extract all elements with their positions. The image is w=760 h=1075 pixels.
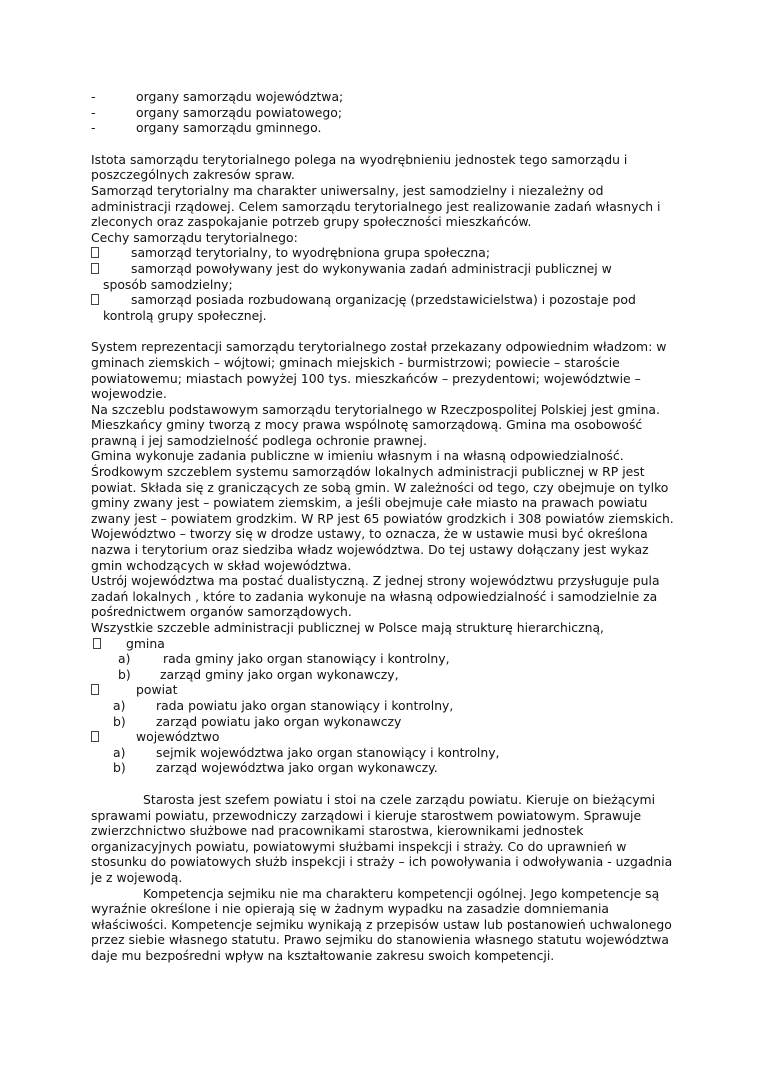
list-item	[91, 261, 683, 277]
bullet-box-icon	[91, 731, 99, 742]
bullet-box-icon	[93, 638, 101, 649]
list-item	[91, 714, 683, 730]
paragraph: Gmina wykonuje zadania publiczne w imieniu własnym i na własną odpowiedzialność.	[91, 448, 624, 464]
list-marker: b)	[118, 666, 131, 682]
paragraph: Kompetencja sejmiku nie ma charakteru kompetencji ogólnej. Jego kompetencje są wyraźnie określone i nie opierają się w żadnym wypadku na zasadzie domniemania właściwości. Kompetencje sejmiku wynikają z przepisów ustaw lub postanowień uchwalonego przez siebie własnego statutu. Prawo sejmiku do stanowienia własnego statutu województwa daje mu bezpośredni wpływ na kształtowanie zakresu swoich kompetencji.	[91, 885, 672, 963]
list-item-text: zarząd województwa jako organ wykonawczy.	[156, 760, 438, 776]
dash-marker: -	[91, 104, 96, 120]
bullet-box-icon	[91, 247, 99, 258]
paragraph: Wszystkie szczeble administracji publicznej w Polsce mają strukturę hierarchiczną,	[91, 620, 604, 635]
list-marker: b)	[113, 713, 126, 729]
list-item	[91, 760, 683, 776]
hierarchy-level-label: województwo	[136, 729, 220, 745]
dash-marker: -	[91, 120, 96, 136]
hierarchy-level-label: gmina	[126, 635, 165, 651]
paragraph: Istota samorządu terytorialnego polega na wyodrębnieniu jednostek tego samorządu i poszczególnych zakresów spraw.	[91, 151, 628, 183]
bullet-box-icon	[91, 294, 99, 305]
bullet-box-icon	[91, 684, 99, 695]
paragraph: Cechy samorządu terytorialnego:	[91, 229, 298, 245]
hierarchy-list	[91, 636, 683, 776]
hierarchy-level-label: powiat	[136, 682, 178, 698]
list-item	[91, 682, 683, 698]
list-item	[91, 120, 683, 136]
list-item-text: samorząd posiada rozbudowaną organizację (przedstawicielstwa) i pozostaje pod	[131, 292, 636, 308]
list-marker: a)	[113, 744, 126, 760]
list-item	[91, 651, 683, 667]
paragraph: Ustrój województwa ma postać dualistyczną. Z jednej strony województwu przysługuje pula zadań lokalnych , które to zadania wykonuje na własną odpowiedzialność i samodzielnie za pośrednictwem organów samorządowych.	[91, 573, 660, 620]
document-page	[91, 89, 683, 963]
organs-list	[91, 89, 683, 136]
paragraph: Środkowym szczeblem systemu samorządów lokalnych administracji publicznej w RP jest powiat. Składa się z graniczących ze sobą gmin. W zależności od tego, czy obejmuje on tylko gminy zwany jest – powiatem ziemskim, a jeśli obejmuje całe miasto na prawach powiatu zwany jest – powiatem grodzkim. W RP jest 65 powiatów grodzkich i 308 powiatów ziemskich.	[91, 464, 674, 526]
list-item-continuation: sposób samodzielny;	[103, 276, 233, 292]
paragraph: Starosta jest szefem powiatu i stoi na czele zarządu powiatu. Kieruje on bieżącymi sprawami powiatu, przewodniczy zarządowi i kieruje starostwem powiatowym. Sprawuje zwierzchnictwo służbowe nad pracownikami starostwa, kierownikami jednostek organizacyjnych powiatu, powiatowymi służbami inspekcji i straży. Co do uprawnień w stosunku do powiatowych służb inspekcji i straży – ich powoływania i odwoływania - uzgadnia je z wojewodą.	[91, 791, 673, 885]
list-item-text: organy samorządu powiatowego;	[136, 104, 343, 120]
list-marker: a)	[113, 697, 126, 713]
list-item-text: zarząd powiatu jako organ wykonawczy	[156, 713, 402, 729]
list-marker: b)	[113, 760, 126, 776]
list-item	[91, 105, 683, 121]
list-item-continuation: kontrolą grupy społecznej.	[103, 307, 267, 323]
list-item	[91, 636, 683, 652]
list-item	[91, 698, 683, 714]
list-item-text: samorząd powoływany jest do wykonywania zadań administracji publicznej w	[131, 260, 612, 276]
bullet-box-icon	[91, 263, 99, 274]
list-item	[91, 89, 683, 105]
paragraph: System reprezentacji samorządu terytorialnego został przekazany odpowiednim władzom: w gminach ziemskich – wójtowi; gminach miejskich - burmistrzowi; powiecie – staroście powiatowemu; miastach powyżej 100 tys. mieszkańców – prezydentowi; województwie – wojewodzie.	[91, 339, 667, 402]
list-marker: a)	[118, 651, 131, 667]
paragraph: Samorząd terytorialny ma charakter uniwersalny, jest samodzielny i niezależny od administracji rządowej. Celem samorządu terytorialnego jest realizowanie zadań własnych i zleconych oraz zaspokajanie potrzeb grupy społeczności mieszkańców.	[91, 182, 661, 230]
dash-marker: -	[91, 89, 96, 104]
list-item-text: organy samorządu województwa;	[136, 89, 344, 104]
list-item	[91, 292, 683, 308]
list-item	[91, 245, 683, 261]
list-item	[91, 729, 683, 745]
list-item	[91, 745, 683, 761]
list-item-text: organy samorządu gminnego.	[136, 120, 322, 136]
list-item-text: sejmik województwa jako organ stanowiący i kontrolny,	[156, 744, 500, 760]
list-item-text: samorząd terytorialny, to wyodrębniona grupa społeczna;	[131, 245, 491, 261]
list-item	[91, 667, 683, 683]
features-list	[91, 245, 683, 323]
list-item-text: rada gminy jako organ stanowiący i kontrolny,	[163, 651, 450, 667]
paragraph: Na szczeblu podstawowym samorządu terytorialnego w Rzeczpospolitej Polskiej jest gmina. Mieszkańcy gminy tworzą z mocy prawa wspólnotę samorządową. Gmina ma osobowość prawną i jej samodzielność podlega ochronie prawnej.	[91, 401, 660, 448]
paragraph: Województwo – tworzy się w drodze ustawy, to oznacza, że w ustawie musi być określona nazwa i terytorium oraz siedziba władz województwa. Do tej ustawy dołączany jest wykaz gmin wchodzących w skład województwa.	[91, 526, 649, 573]
list-item-text: rada powiatu jako organ stanowiący i kontrolny,	[156, 697, 454, 713]
list-item-text: zarząd gminy jako organ wykonawczy,	[160, 666, 399, 682]
